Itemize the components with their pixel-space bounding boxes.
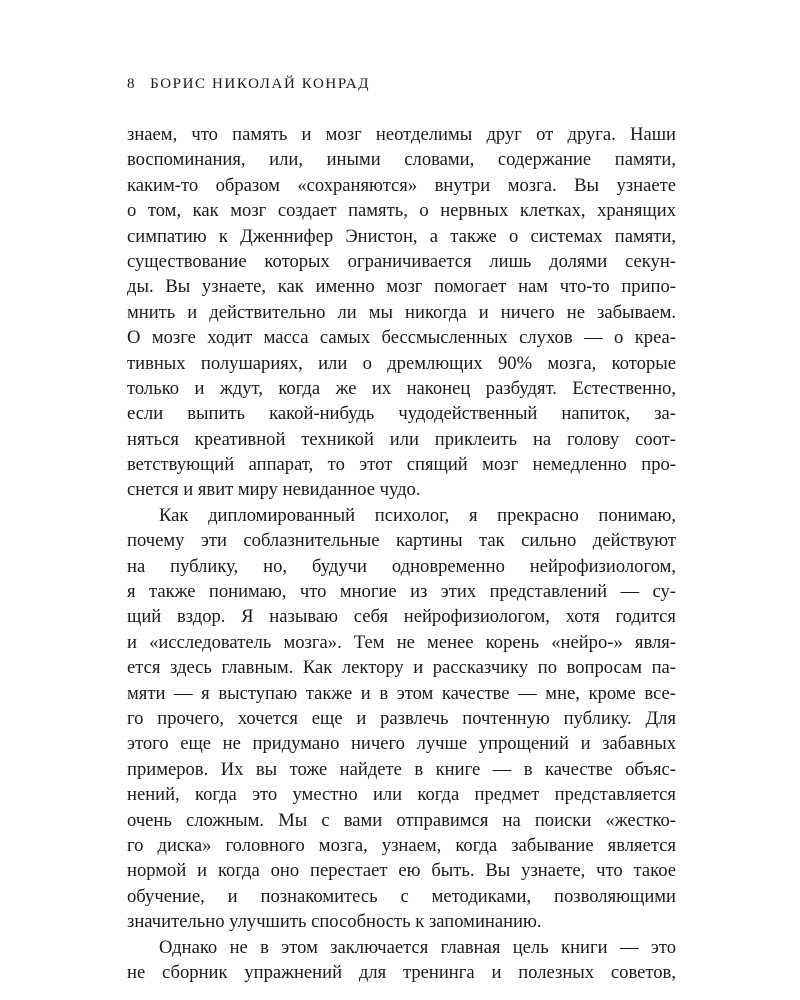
text-line: ды. Вы узнаете, как именно мозг помогает нам что-то припо- — [127, 276, 676, 298]
text-line: тивных полушариях, или о дремлющих 90% мозга, которые — [127, 352, 676, 374]
text-line: мяти — я выступаю также и в этом качестве — мне, кроме все- — [127, 682, 676, 704]
text-line: симпатию к Дженнифер Энистон, а также о системах памяти, — [127, 225, 676, 247]
text-line: снется и явит миру невиданное чудо. — [127, 479, 421, 501]
text-line: мнить и действительно ли мы никогда и ничего не забываем. — [127, 301, 676, 323]
text-line: этого еще не придумано ничего лучше упрощений и забавных — [127, 733, 676, 755]
text-line: существование которых ограничивается лишь долями секун- — [127, 250, 676, 272]
text-line: значительно улучшить способность к запоминанию. — [127, 911, 542, 933]
text-line: не сборник упражнений для тренинга и полезных советов, — [127, 961, 676, 983]
text-line: почему эти соблазнительные картины так сильно действуют — [127, 530, 676, 552]
text-line: ветствующий аппарат, то этот спящий мозг немедленно про- — [127, 454, 676, 476]
text-line: го диска» головного мозга, узнаем, когда забывание является — [127, 834, 676, 856]
text-line: обучение, и познакомитесь с методиками, позволяющими — [127, 885, 676, 907]
text-line: О мозге ходит масса самых бессмысленных слухов — о креа- — [127, 327, 676, 349]
body-text — [127, 122, 676, 985]
text-line: о том, как мозг создает память, о нервных клетках, хранящих — [127, 200, 676, 222]
text-line: если выпить какой-нибудь чудодейственный напиток, за- — [127, 403, 676, 425]
text-line: знаем, что память и мозг неотделимы друг от друга. Наши — [127, 124, 676, 145]
text-line: я также понимаю, что многие из этих представлений — су- — [127, 581, 676, 603]
text-line: примеров. Их вы тоже найдете в книге — в качестве объяс- — [127, 758, 676, 780]
text-line: нений, когда это уместно или когда предмет представляется — [127, 784, 676, 806]
text-line: каким-то образом «сохраняются» внутри мозга. Вы узнаете — [127, 174, 676, 196]
text-line: няться креативной техникой или приклеить на голову соот- — [127, 428, 676, 450]
text-line: щий вздор. Я называю себя нейрофизиологом, хотя годится — [127, 606, 676, 628]
text-line: го прочего, хочется еще и развлечь почтенную публику. Для — [127, 707, 676, 729]
running-header — [127, 76, 370, 93]
text-line: только и ждут, когда же их наконец разбудят. Естественно, — [127, 377, 676, 399]
paragraph-1 — [127, 122, 676, 503]
text-line: ется здесь главным. Как лектору и рассказчику по вопросам па- — [127, 657, 676, 679]
paragraph-2 — [127, 503, 676, 935]
text-line: Как дипломированный психолог, я прекрасно понимаю, — [159, 504, 676, 526]
paragraph-3 — [127, 935, 676, 986]
text-line: воспоминания, или, иными словами, содержание памяти, — [127, 149, 676, 171]
text-line: нормой и когда оно перестает ею быть. Вы узнаете, что такое — [127, 860, 676, 882]
running-title: БОРИС НИКОЛАЙ КОНРАД — [150, 76, 371, 92]
page-number: 8 — [127, 76, 137, 92]
text-line: и «исследователь мозга». Тем не менее корень «нейро-» явля- — [127, 631, 676, 653]
text-line: на публику, но, будучи одновременно нейрофизиологом, — [127, 555, 676, 577]
text-line: Однако не в этом заключается главная цель книги — это — [159, 936, 676, 958]
text-line: очень сложным. Мы с вами отправимся на поиски «жестко- — [127, 809, 676, 831]
